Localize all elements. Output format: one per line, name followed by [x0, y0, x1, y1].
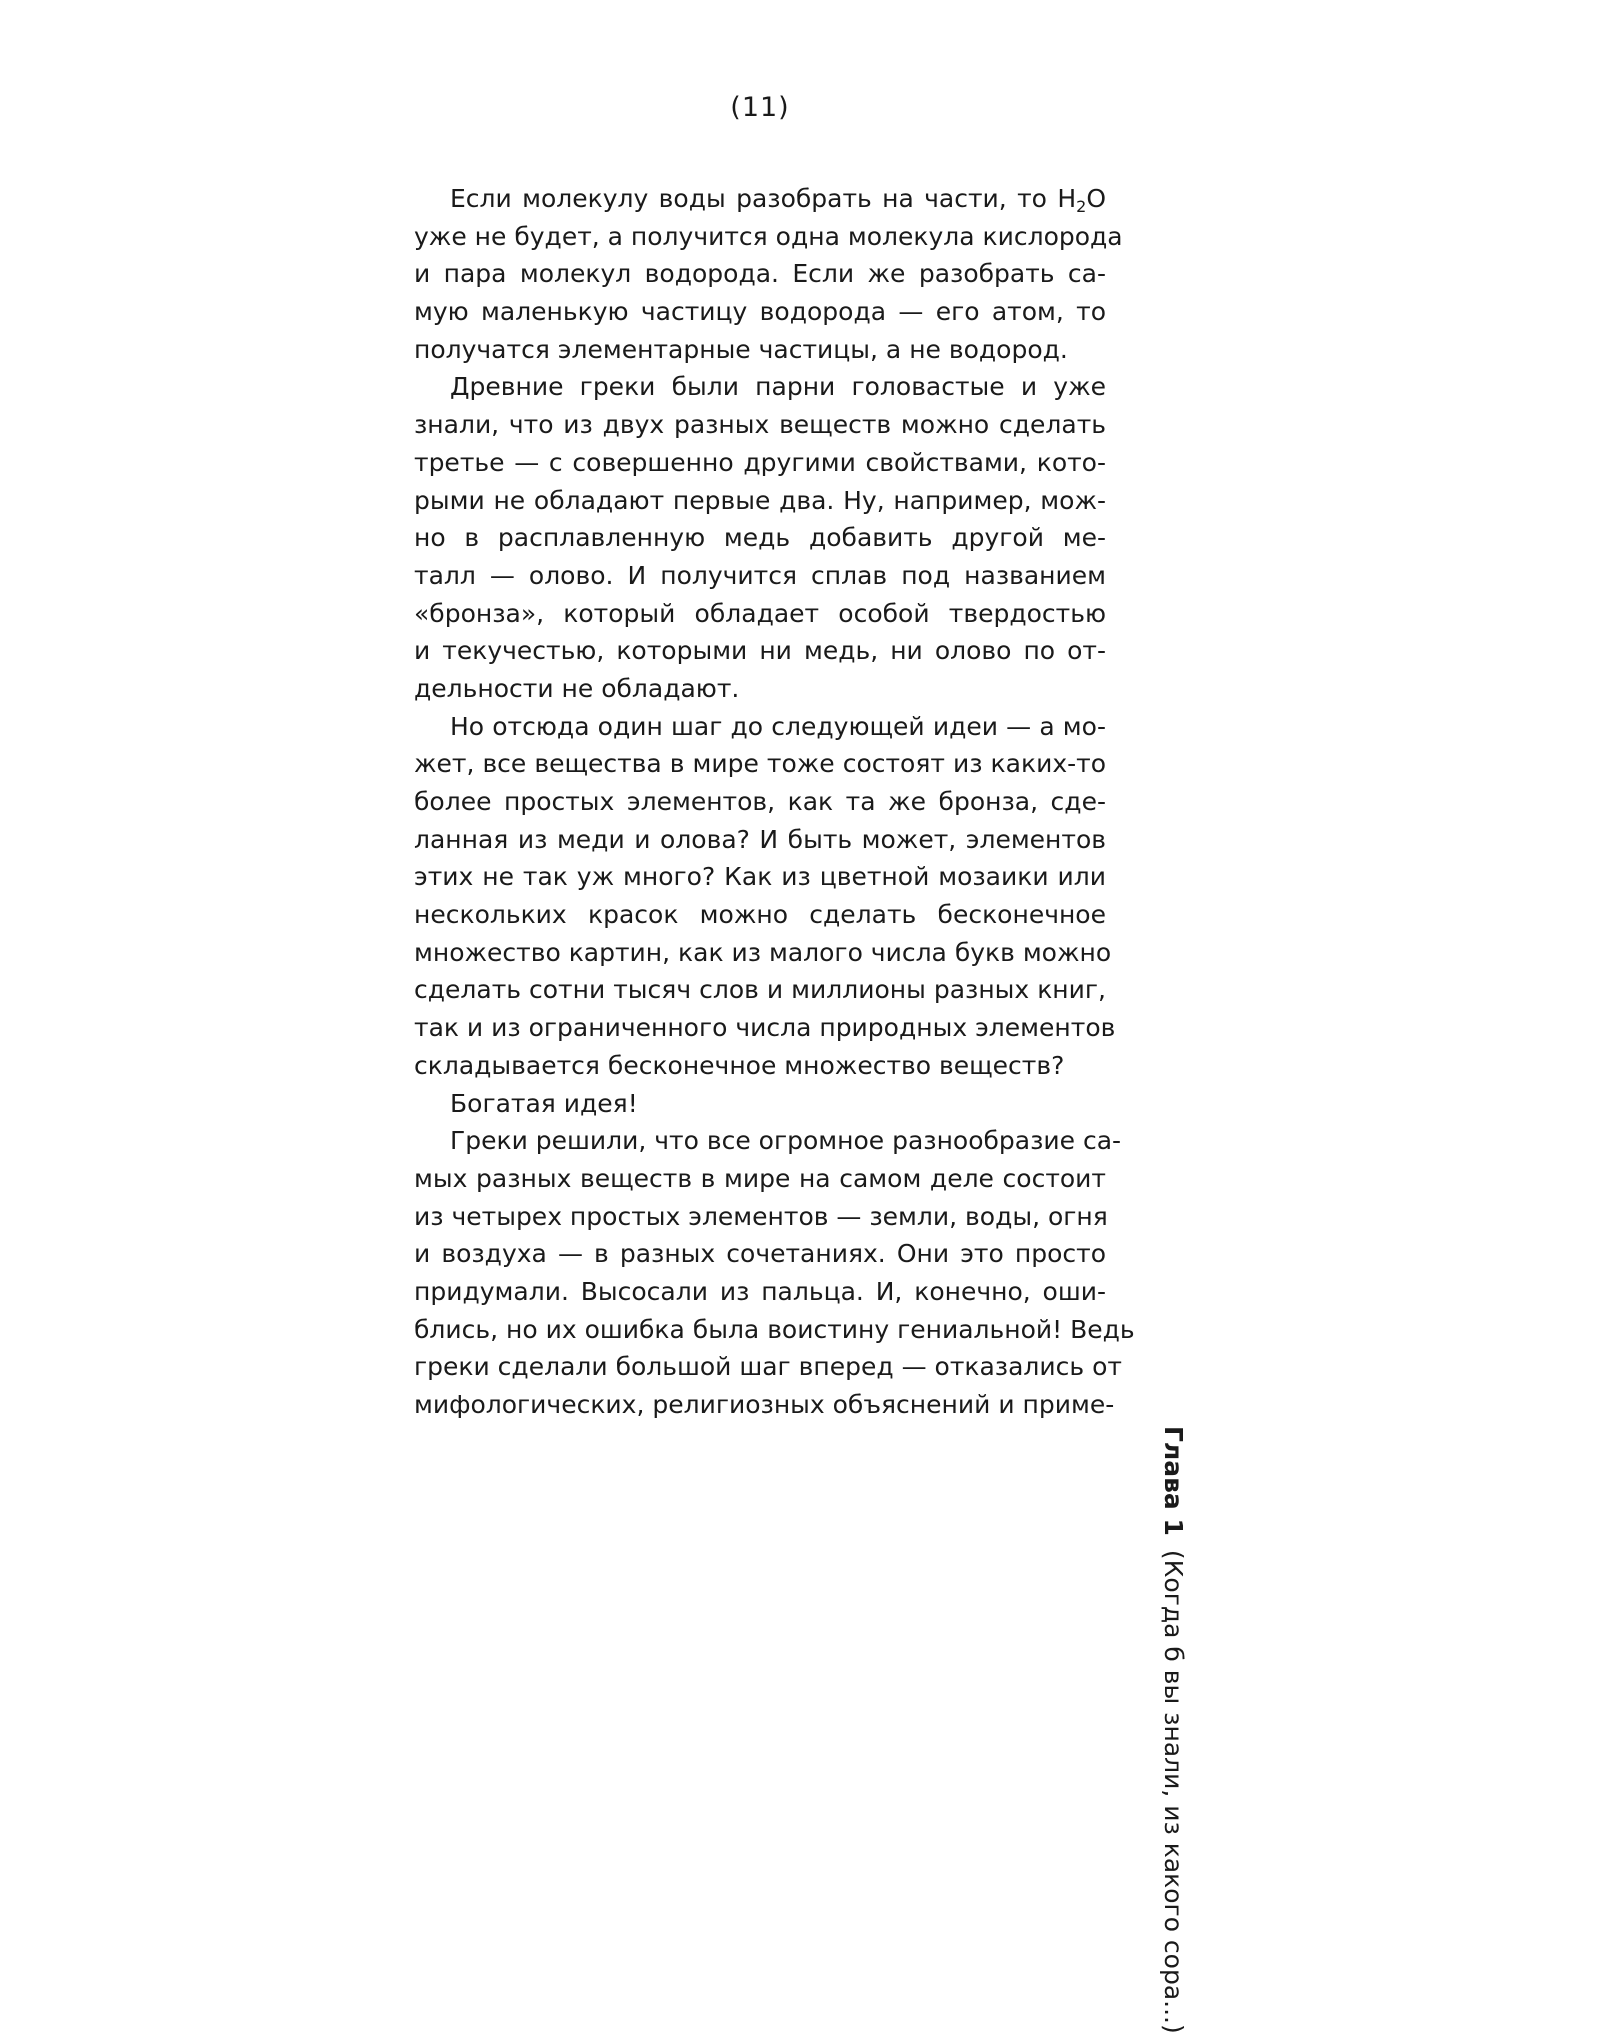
text-line: нескольких красок можно сделать бесконечное	[414, 900, 1106, 930]
text-line: «бронза», который обладает особой твердостью	[414, 598, 1106, 628]
text-line: Но отсюда один шаг до следующей идеи — а мо-	[450, 711, 1106, 741]
text-line: Богатая идея!	[450, 1088, 638, 1118]
chapter-title: (Когда б вы знали, из какого сора...)	[1159, 1549, 1188, 2034]
text-line: и пара молекул водорода. Если же разобрать са-	[414, 259, 1106, 289]
text-line: Древние греки были парни головастые и уже	[450, 372, 1106, 402]
text-line: мифологических, религиозных объяснений и приме-	[414, 1390, 1115, 1419]
text-line: ланная из меди и олова? И быть может, элементов	[414, 824, 1106, 854]
body-text	[414, 180, 1135, 1424]
text-line: и воздуха — в разных сочетаниях. Они это просто	[414, 1239, 1106, 1269]
text-line: мых разных веществ в мире на самом деле состоит	[414, 1163, 1106, 1193]
text-line: рыми не обладают первые два. Ну, например, мож-	[414, 485, 1106, 515]
text-line: придумали. Высосали из пальца. И, конечно, оши-	[414, 1276, 1106, 1306]
text-line: и текучестью, которыми ни медь, ни олово по от-	[414, 636, 1106, 666]
text-line: дельности не обладают.	[414, 673, 740, 703]
text-line: третье — с совершенно другими свойствами, кото-	[414, 447, 1106, 477]
text-line: блись, но их ошибка была воистину гениальной! Ведь	[414, 1314, 1135, 1344]
text-line: получатся элементарные частицы, а не водород.	[414, 334, 1068, 364]
text-line: так и из ограниченного числа природных элементов	[414, 1013, 1116, 1043]
text-line: более простых элементов, как та же бронза, сде-	[414, 787, 1106, 816]
text-line: сделать сотни тысяч слов и миллионы разных книг,	[414, 975, 1106, 1005]
text-line: жет, все вещества в мире тоже состоят из каких-то	[414, 749, 1106, 779]
text-line: из четырех простых элементов — земли, воды, огня	[414, 1201, 1108, 1231]
text-line: складывается бесконечное множество веществ?	[414, 1050, 1065, 1080]
text-line: Если молекулу воды разобрать на части, то $H_2O$	[450, 184, 1106, 216]
text-line: греки сделали большой шаг вперед — отказались от	[414, 1352, 1122, 1382]
text-line: этих не так уж много? Как из цветной мозаики или	[414, 862, 1106, 892]
text-line: уже не будет, а получится одна молекула кислорода	[414, 221, 1123, 251]
running-head	[1158, 1426, 1188, 2034]
text-line: знали, что из двух разных веществ можно сделать	[414, 410, 1106, 440]
text-line: талл — олово. И получится сплав под названием	[414, 560, 1106, 590]
text-line: множество картин, как из малого числа букв можно	[414, 937, 1112, 967]
text-line: но в расплавленную медь добавить другой ме-	[414, 523, 1106, 553]
subscript: 2	[1076, 197, 1087, 216]
chapter-label: Глава 1	[1159, 1426, 1188, 1536]
text-line: Греки решили, что все огромное разнообразие са-	[450, 1126, 1122, 1156]
page-number: (11)	[730, 92, 790, 123]
text-line: мую маленькую частицу водорода — его атом, то	[414, 297, 1106, 327]
